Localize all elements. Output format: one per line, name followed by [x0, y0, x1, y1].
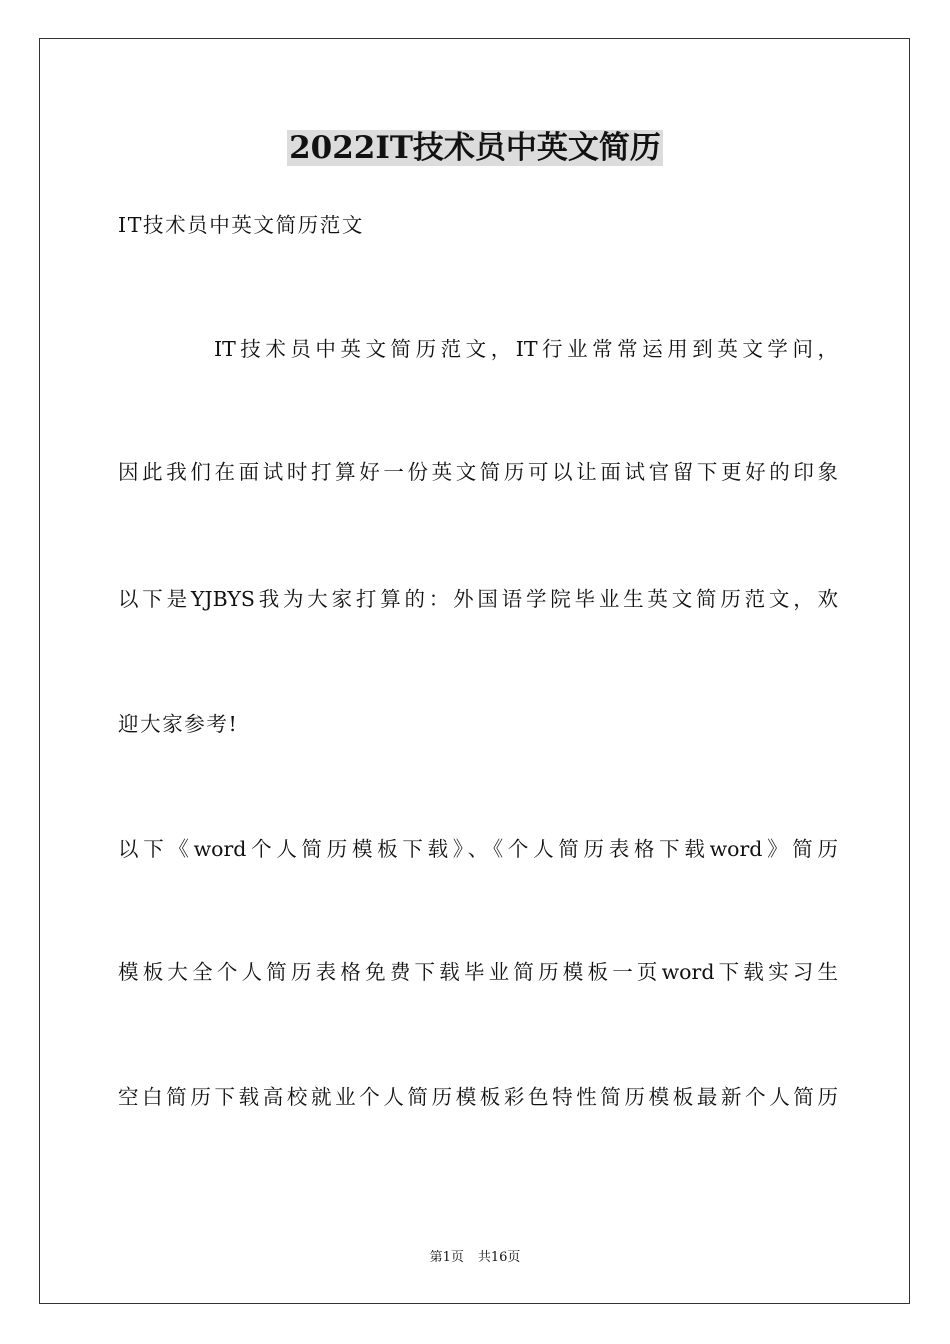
document-title-text: 2022IT技术员中英文简历: [289, 130, 661, 166]
document-title: [0, 126, 950, 170]
paragraph-line-2: 因此我们在面试时打算好一份英文简历可以让面试官留下更好的印象: [118, 460, 838, 484]
paragraph-line-5: 以下《word个人简历模板下载》、《个人简历表格下载word》简历: [118, 837, 838, 861]
paragraph-line-1: IT技术员中英文简历范文，IT行业常常运用到英文学问，: [214, 337, 838, 361]
paragraph-line-7: 空白简历下载高校就业个人简历模板彩色特性简历模板最新个人简历: [118, 1085, 838, 1109]
paragraph-line-6: 模板大全个人简历表格免费下载毕业简历模板一页word下载实习生: [118, 960, 838, 984]
page-number: 第1页: [429, 1250, 464, 1265]
paragraph-line-4: 迎大家参考!: [118, 712, 239, 736]
document-subtitle: IT技术员中英文简历范文: [118, 213, 364, 237]
paragraph-line-3: 以下是YJBYS我为大家打算的：外国语学院毕业生英文简历范文，欢: [118, 587, 838, 611]
page-footer: [0, 1248, 950, 1268]
page-total: 共16页: [477, 1250, 521, 1265]
